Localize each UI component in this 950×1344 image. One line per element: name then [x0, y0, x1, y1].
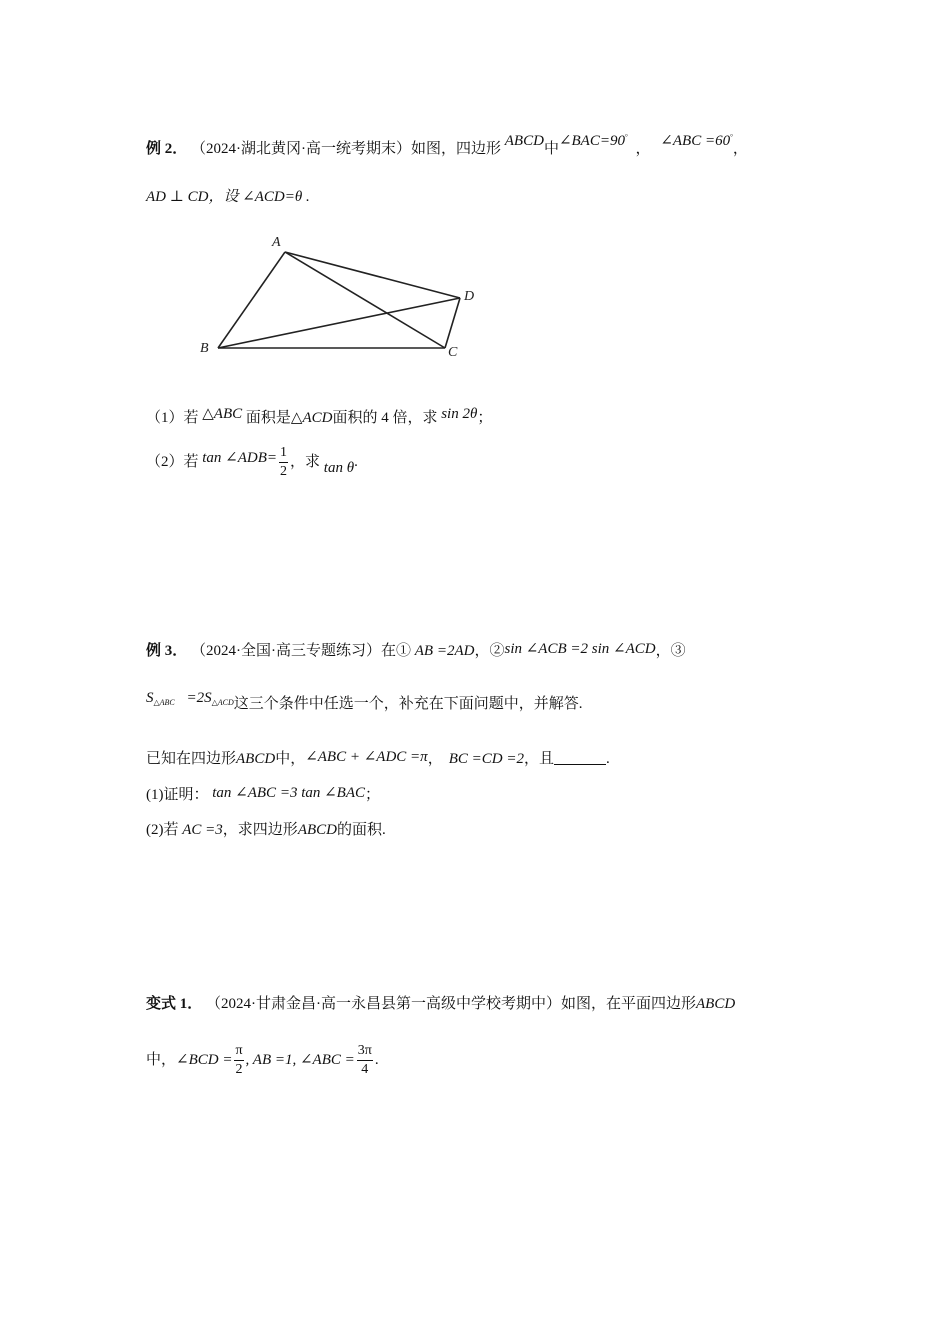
- ac-length-expr: AC =3: [182, 822, 223, 838]
- s-subscript-abc: △ABC: [153, 698, 175, 707]
- line3-sep: ，: [427, 751, 443, 767]
- degree-sign: °: [624, 133, 628, 141]
- separator-3: ，③: [655, 643, 686, 659]
- example-3-line2: [146, 690, 583, 713]
- condition-2: sin ∠ACB =2 sin ∠ACD: [504, 641, 656, 657]
- s-letter: S: [146, 690, 154, 706]
- fill-in-blank: [554, 752, 606, 765]
- example-3-q1: [146, 785, 381, 803]
- segment-ac: [285, 252, 445, 348]
- example-2-q1: [146, 406, 493, 426]
- angle-abc: ∠ABC =60: [660, 133, 731, 149]
- separator-2: ，②: [474, 643, 505, 659]
- quad-name: ABCD: [696, 996, 736, 1012]
- variation-1-source: （2024·甘肃金昌·高一永昌县第一高级中学校考期中）如图，在平面四边形: [206, 996, 697, 1012]
- fraction-pi-over-2: [234, 1044, 243, 1077]
- q2-prefix: (2)若: [146, 822, 179, 838]
- q1-prefix: (1)证明：: [146, 787, 209, 803]
- fraction-one-half: [279, 446, 288, 479]
- segment-ad: [285, 252, 460, 298]
- q1-end: ；: [477, 410, 493, 426]
- example-2-source: （2024·湖北黄冈·高一统考期末）如图，四边形: [191, 141, 502, 157]
- fraction-numerator: 1: [279, 446, 288, 463]
- quad-name: ABCD: [504, 133, 544, 149]
- angle-bcd-expr: ∠BCD =: [176, 1052, 233, 1068]
- sin-2theta: sin 2θ: [441, 406, 478, 422]
- example-2-line1: [146, 133, 748, 157]
- q1-end: ；: [365, 787, 381, 803]
- quadrilateral-figure: [190, 228, 490, 368]
- s-subscript-acd: △ACD: [211, 698, 234, 707]
- line2-prefix: 中，: [146, 1052, 177, 1068]
- degree-sign: °: [730, 133, 733, 141]
- condition-1: AB =2AD: [414, 643, 475, 659]
- line3-prefix: 已知在四边形: [146, 751, 237, 767]
- quad-name: ABCD: [236, 751, 276, 767]
- segment-bd: [218, 298, 460, 348]
- example-3-line1: [146, 641, 686, 659]
- line2-end: .: [374, 1052, 379, 1068]
- example-3-q2: [146, 823, 386, 838]
- fraction-denominator: 2: [235, 1062, 243, 1077]
- q2-mid: ，求: [290, 454, 321, 470]
- segment-ab: [218, 252, 285, 348]
- example-3-line2-text: 这三个条件中任选一个，补充在下面问题中，并解答.: [233, 696, 583, 712]
- fraction-denominator: 4: [361, 1062, 369, 1077]
- tan-relation-expr: tan ∠ABC =3 tan ∠BAC: [212, 785, 366, 801]
- line3-end: .: [605, 751, 610, 767]
- comma: ，: [635, 141, 651, 157]
- angle-sum-expr: ∠ABC + ∠ADC =π: [305, 749, 428, 765]
- example-3-source: （2024·全国·高三专题练习）在①: [191, 643, 412, 659]
- tan-theta: tan θ: [323, 460, 355, 476]
- s-equals: =2S: [186, 690, 212, 706]
- segment-cd: [445, 298, 460, 348]
- q1-prefix: （1）若: [146, 410, 199, 426]
- angle-bac: ∠BAC=90: [558, 133, 625, 149]
- side-lengths-expr: BC =CD =2: [448, 751, 524, 767]
- variation-1-line1: [146, 997, 735, 1012]
- fraction-numerator: π: [234, 1044, 243, 1061]
- example-2-label: 例 2．: [146, 141, 188, 157]
- q1-mid: 面积是: [245, 410, 291, 426]
- text-zhong: 中: [543, 141, 559, 157]
- q2-end: .: [354, 454, 358, 470]
- label-c: C: [448, 345, 458, 360]
- fraction-3pi-over-4: [357, 1044, 373, 1077]
- fraction-denominator: 2: [280, 464, 288, 479]
- label-a: A: [272, 235, 281, 250]
- q2-prefix: （2）若: [146, 454, 199, 470]
- quad-name: ABCD: [297, 822, 337, 838]
- label-d: D: [464, 289, 475, 304]
- ab-angle-abc-expr: , AB =1, ∠ABC =: [245, 1052, 355, 1068]
- triangle-abc: △ABC: [202, 406, 243, 422]
- example-2-q2: [146, 446, 358, 479]
- fraction-numerator: 3π: [357, 1044, 373, 1061]
- triangle-acd: △ACD: [290, 410, 333, 426]
- comma: ，: [732, 141, 748, 157]
- example-2-line2: AD ⊥ CD，设 ∠ACD=θ .: [146, 189, 310, 205]
- label-b: B: [200, 341, 209, 356]
- example-3-line3: [146, 749, 610, 767]
- q1-rest: 面积的 4 倍，求: [332, 410, 438, 426]
- line3-and: ，且: [523, 751, 554, 767]
- q2-mid: ，求四边形: [222, 822, 298, 838]
- tan-adb: tan ∠ADB=: [202, 450, 278, 466]
- example-3-label: 例 3．: [146, 643, 188, 659]
- variation-1-line2: [146, 1044, 379, 1077]
- q2-end: 的面积.: [336, 822, 386, 838]
- line3-zhong: 中，: [275, 751, 306, 767]
- variation-1-label: 变式 1．: [146, 996, 203, 1012]
